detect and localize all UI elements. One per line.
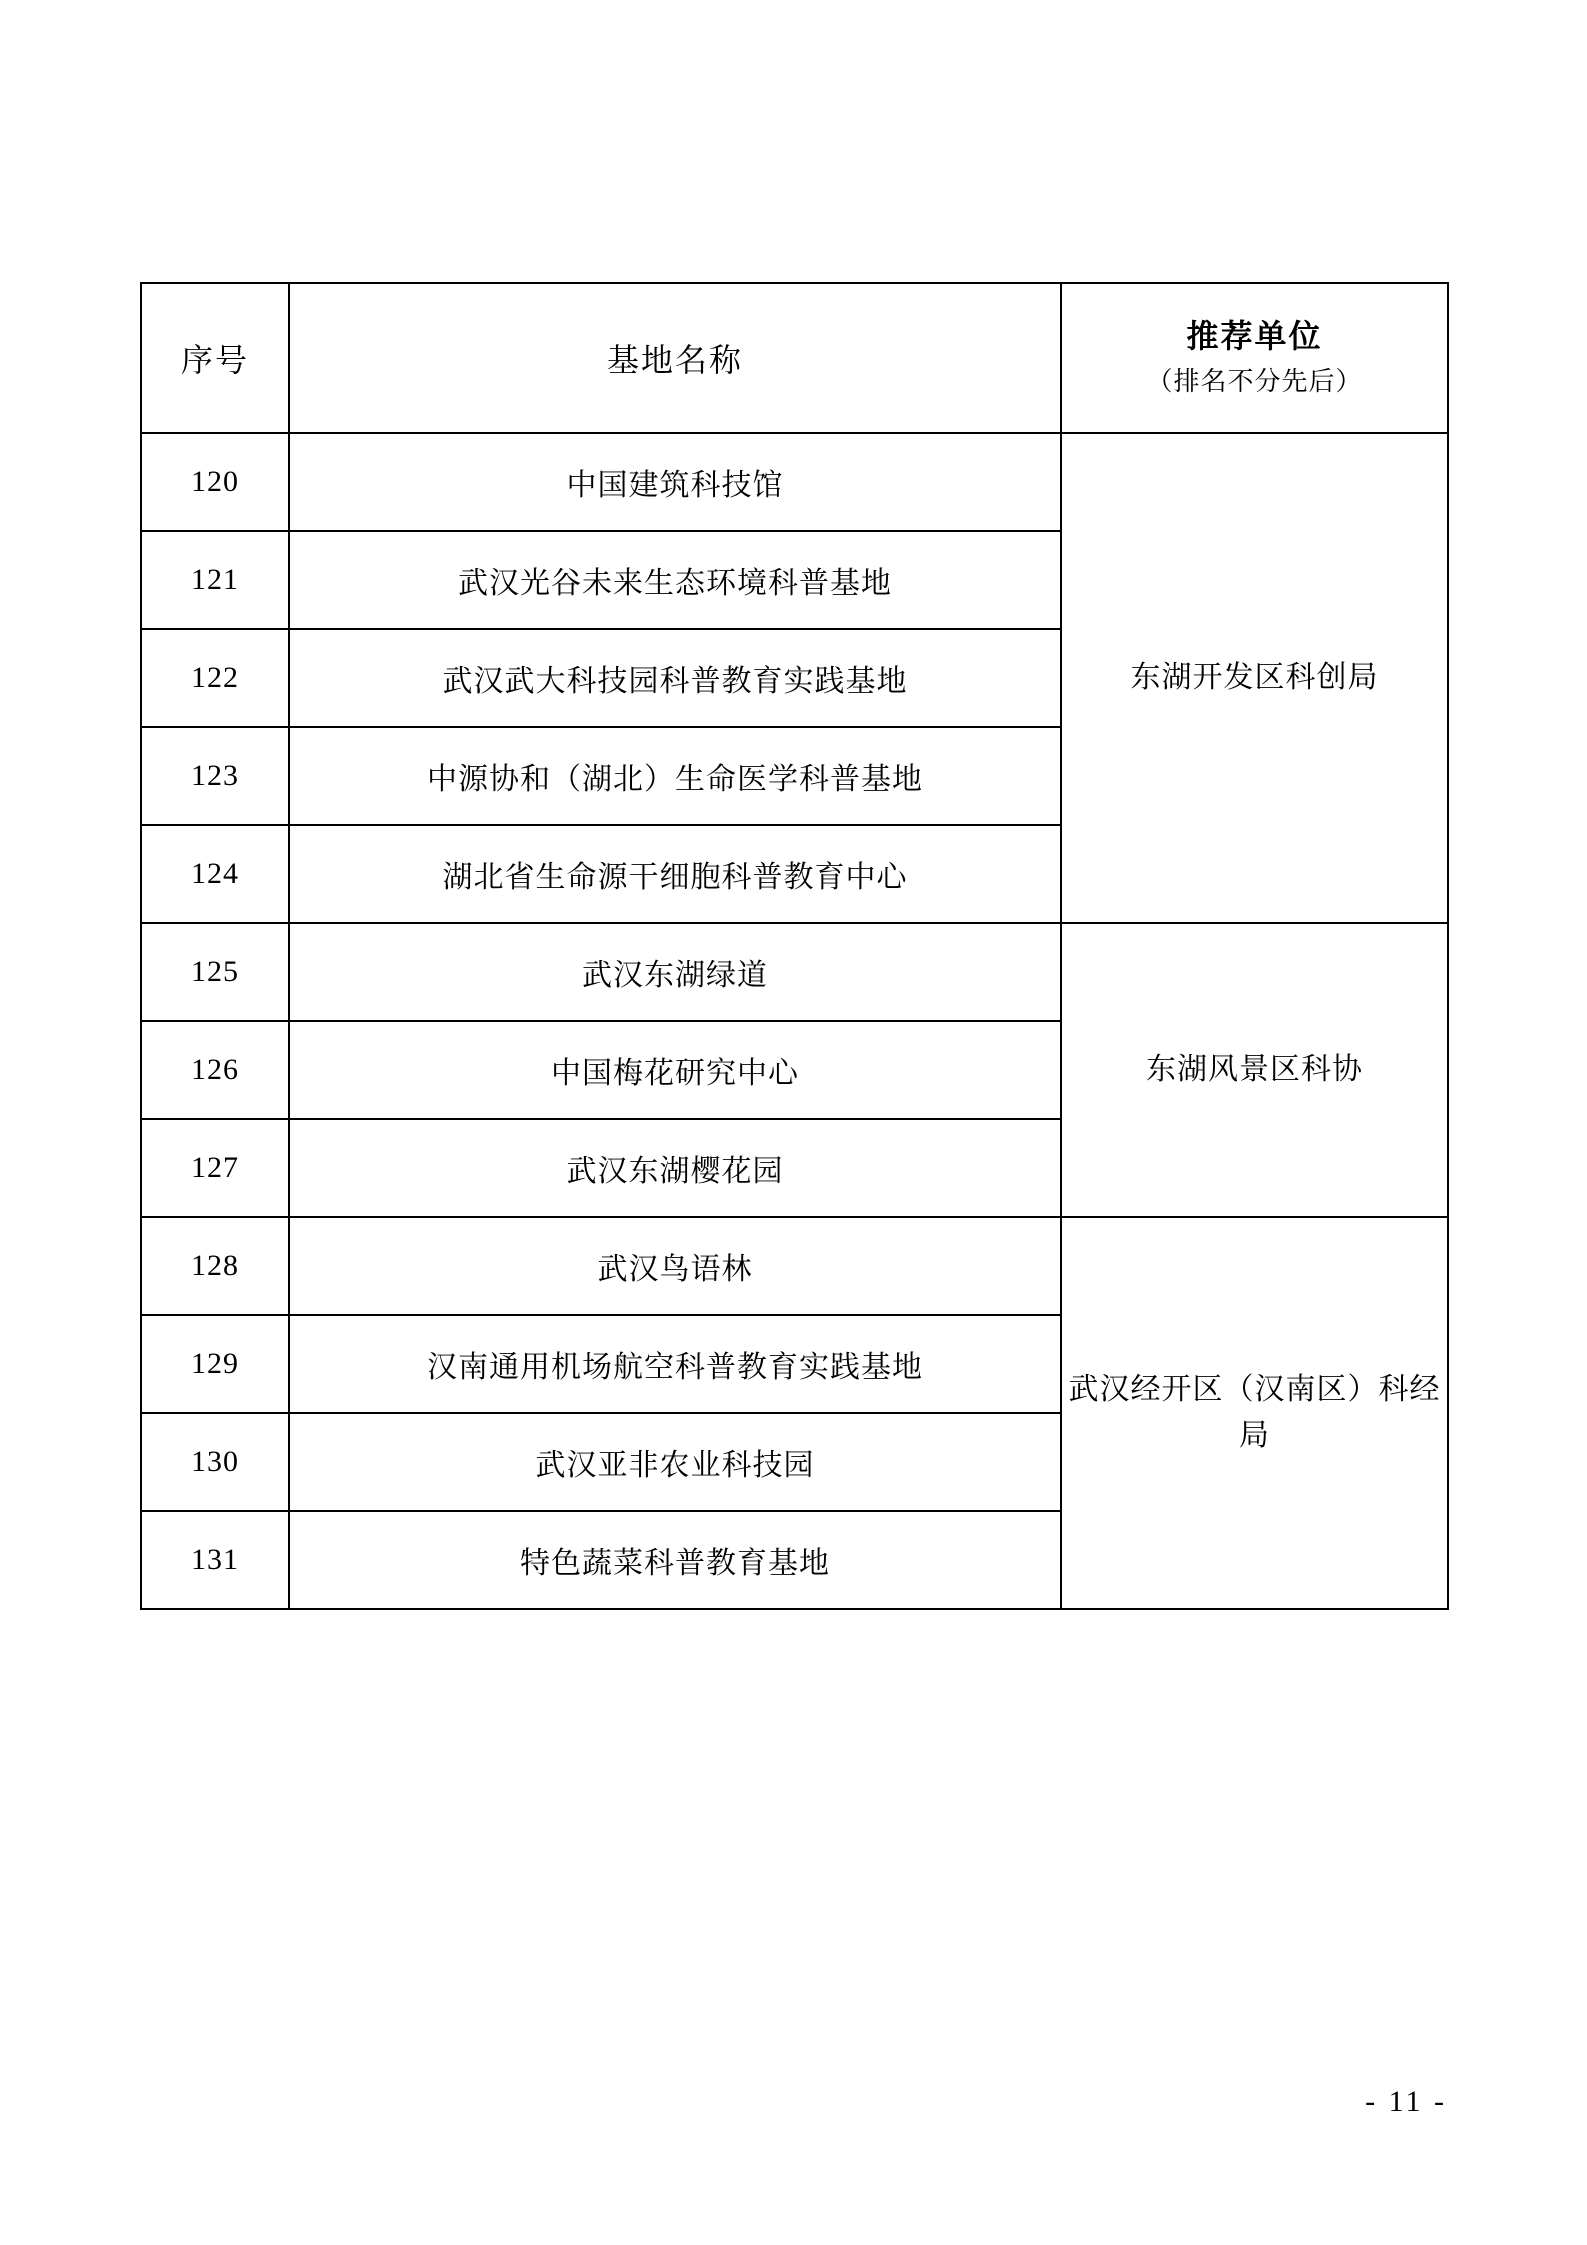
cell-sequence: 125 xyxy=(141,923,289,1021)
cell-sequence: 128 xyxy=(141,1217,289,1315)
table-body xyxy=(141,433,1448,1609)
cell-sequence: 121 xyxy=(141,531,289,629)
cell-sequence: 129 xyxy=(141,1315,289,1413)
cell-sequence: 123 xyxy=(141,727,289,825)
cell-base-name: 特色蔬菜科普教育基地 xyxy=(289,1511,1061,1609)
cell-base-name: 中国建筑科技馆 xyxy=(289,433,1061,531)
column-header-recommending-unit-note: （排名不分先后） xyxy=(1146,367,1363,397)
cell-base-name: 武汉武大科技园科普教育实践基地 xyxy=(289,629,1061,727)
cell-recommending-unit: 武汉经开区（汉南区）科经局 xyxy=(1061,1217,1448,1609)
column-header-recommending-unit xyxy=(1061,283,1448,433)
table-row xyxy=(141,433,1448,531)
table-row xyxy=(141,923,1448,1021)
cell-base-name: 武汉亚非农业科技园 xyxy=(289,1413,1061,1511)
table-row xyxy=(141,1217,1448,1315)
cell-base-name: 中源协和（湖北）生命医学科普基地 xyxy=(289,727,1061,825)
cell-sequence: 130 xyxy=(141,1413,289,1511)
cell-recommending-unit: 东湖开发区科创局 xyxy=(1061,433,1448,923)
cell-sequence: 127 xyxy=(141,1119,289,1217)
recommended-bases-table-wrapper xyxy=(140,282,1447,1610)
cell-sequence: 126 xyxy=(141,1021,289,1119)
cell-sequence: 131 xyxy=(141,1511,289,1609)
cell-sequence: 122 xyxy=(141,629,289,727)
cell-recommending-unit: 东湖风景区科协 xyxy=(1061,923,1448,1217)
cell-base-name: 中国梅花研究中心 xyxy=(289,1021,1061,1119)
recommended-bases-table xyxy=(140,282,1449,1610)
page-number: - 11 - xyxy=(1365,2085,1447,2118)
cell-base-name: 湖北省生命源干细胞科普教育中心 xyxy=(289,825,1061,923)
cell-sequence: 120 xyxy=(141,433,289,531)
table-header-row xyxy=(141,283,1448,433)
cell-base-name: 武汉鸟语林 xyxy=(289,1217,1061,1315)
cell-base-name: 武汉光谷未来生态环境科普基地 xyxy=(289,531,1061,629)
table-header xyxy=(141,283,1448,433)
column-header-sequence: 序号 xyxy=(141,283,289,433)
cell-base-name: 汉南通用机场航空科普教育实践基地 xyxy=(289,1315,1061,1413)
cell-sequence: 124 xyxy=(141,825,289,923)
column-header-base-name: 基地名称 xyxy=(289,283,1061,433)
column-header-recommending-unit-main: 推荐单位 xyxy=(1186,317,1323,354)
cell-base-name: 武汉东湖樱花园 xyxy=(289,1119,1061,1217)
cell-base-name: 武汉东湖绿道 xyxy=(289,923,1061,1021)
